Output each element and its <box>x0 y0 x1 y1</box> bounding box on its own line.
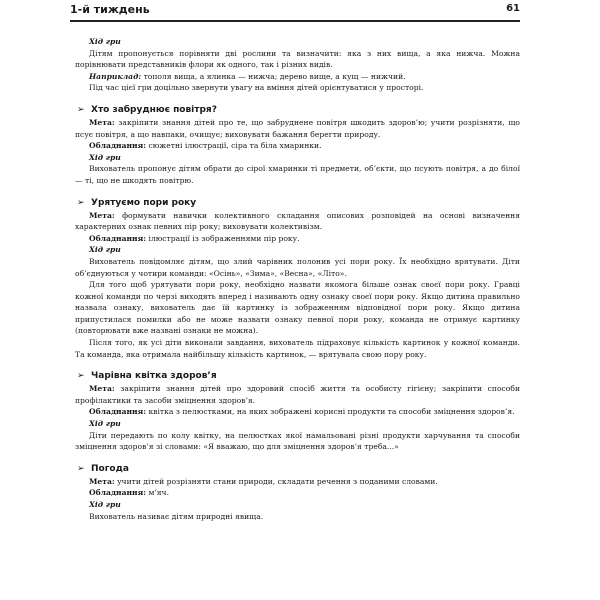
paragraph: Під час цієї гри доцільно звернути увагу на вміння дітей орієнтуватися у просторі. <box>89 83 424 93</box>
goal-paragraph <box>75 117 520 140</box>
equipment-label: Обладнання: <box>89 488 147 498</box>
equipment-paragraph <box>75 233 520 245</box>
equipment-label: Обладнання: <box>89 141 147 151</box>
equipment-text: ілюстрації із зображеннями пір року. <box>146 233 300 243</box>
arrow-bullet-icon: ➢ <box>77 463 85 474</box>
chapter-title: 1-й тиждень <box>70 3 150 16</box>
equipment-text: сюжетні ілюстрації, сіра та біла хмаринки. <box>146 141 322 151</box>
equipment-paragraph <box>75 487 520 499</box>
game-procedure-heading: Хід гри <box>89 245 121 255</box>
example-label: Наприклад: <box>89 71 142 81</box>
paragraph: Вихователь пропонує дітям обрати до сірої хмаринки ті предмети, об’єкти, що псують повітря, а до білої — ті, що не шкодять повітрю. <box>75 164 520 185</box>
paragraph: Дітям пропонується порівняти дві рослини та визначити: яка з них вища, а яка нижча. Можна порівнювати представників флори як одного, так і різних видів. <box>75 48 520 70</box>
goal-label: Мета: <box>89 210 115 220</box>
goal-label: Мета: <box>89 476 115 486</box>
section-title: Урятуємо пори року <box>91 197 197 208</box>
paragraph: Діти передають по колу квітку, на пелюстках якої намальовані різні продукти харчування та способи зміцнення здоров’я зі словами: «Я вважаю, що для зміцнення здоров’я треба...» <box>75 430 520 452</box>
paragraph: Вихователь називає дітям природні явища. <box>89 511 264 521</box>
section-title: Чарівна квітка здоров’я <box>91 371 217 382</box>
paragraph: Після того, як усі діти виконали завдання, вихователь підраховує кількість картинок у кожної команди. Та команда, яка отримала найбільшу кількість картинок, — врятувала свою пору року. <box>75 338 520 359</box>
goal-paragraph <box>75 476 520 488</box>
section-heading <box>75 104 520 116</box>
game-procedure-heading: Хід гри <box>89 37 121 46</box>
goal-text: закріпити знання дітей про здоровий спосіб життя та особисту гігієну; закріпити способи профілактики та засоби зміцнення здоров’я. <box>75 384 520 405</box>
goal-text: закріпити знання дітей про те, що забруднене повітря шкодить здоров’ю; учити розрізняти, що псує повітря, а що навпаки, очищує; виховувати бажання берегти природу. <box>75 117 520 139</box>
goal-text: учити дітей розрізняти стани природи, складати речення з поданими словами. <box>114 476 438 486</box>
page-number: 61 <box>506 3 520 14</box>
section-heading <box>75 370 520 382</box>
goal-paragraph <box>75 383 520 406</box>
equipment-paragraph <box>75 140 520 152</box>
page-content <box>75 36 520 522</box>
goal-label: Мета: <box>89 384 115 394</box>
equipment-label: Обладнання: <box>89 233 147 243</box>
goal-label: Мета: <box>89 117 115 127</box>
example-text: тополя вища, а ялинка — нижча; дерево вище, а кущ — нижчий. <box>141 71 406 81</box>
example-paragraph <box>75 71 520 83</box>
goal-text: формувати навички колективного складання описових розповідей на основі визначення характерних ознак певних пір року; виховувати колективізм. <box>75 210 520 232</box>
section-title: Хто забруднює повітря? <box>91 104 217 115</box>
game-procedure-heading: Хід гри <box>89 152 121 162</box>
equipment-paragraph <box>75 406 520 418</box>
arrow-bullet-icon: ➢ <box>77 197 85 208</box>
game-procedure-heading: Хід гри <box>89 419 121 429</box>
equipment-text: м’яч. <box>146 488 169 498</box>
paragraph: Для того щоб урятувати пори року, необхідно назвати якомога більше ознак своєї пори року. Гравці кожної команди по черзі виходять вперед і називають одну ознаку своєї пори року. Якщо дитина правильно назвала ознаку, вихователь дає їй картинку із зображенням відповідної пори року. Якщо дитина припустилася помилки або не може назвати ознаку певної пори року, команда не отримує картинку (повторювати вже названі ознаки не можна). <box>75 280 520 336</box>
equipment-label: Обладнання: <box>89 407 147 417</box>
section-title: Погода <box>91 463 129 474</box>
section-heading <box>75 463 520 475</box>
arrow-bullet-icon: ➢ <box>77 104 85 115</box>
equipment-text: квітка з пелюстками, на яких зображені корисні продукти та способи зміцнення здоров’я. <box>146 407 515 417</box>
section-heading <box>75 197 520 209</box>
paragraph: Вихователь повідомляє дітям, що злий чарівник полонив усі пори року. Їх необхідно врятувати. Діти об’єднуються у чотири команди: «Осінь», «Зима», «Весна», «Літо». <box>75 256 520 278</box>
goal-paragraph <box>75 210 520 233</box>
arrow-bullet-icon: ➢ <box>77 371 85 382</box>
running-header <box>70 0 520 22</box>
game-procedure-heading: Хід гри <box>89 500 121 509</box>
